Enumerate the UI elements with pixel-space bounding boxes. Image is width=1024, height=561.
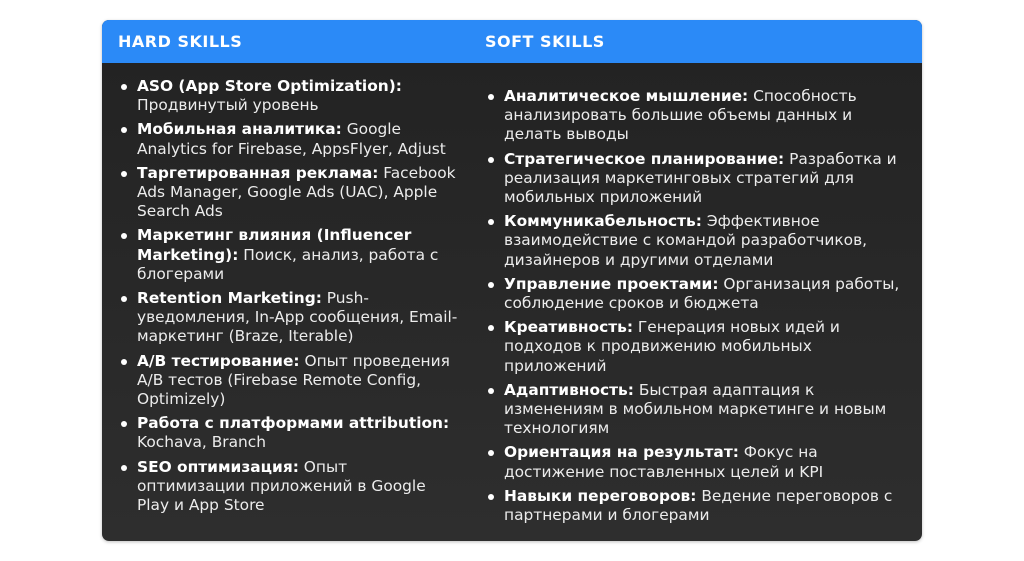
list-item — [485, 275, 905, 313]
skill-title: SEO оптимизация: — [137, 457, 299, 476]
bullet-icon — [121, 233, 127, 239]
skill-title: Стратегическое планирование: — [504, 149, 785, 168]
skill-text: Опыт проведения A/B тестов (Firebase Remote Config, Optimizely) — [137, 351, 450, 409]
skill-title: A/B тестирование: — [137, 351, 300, 370]
hard-skills-title: HARD SKILLS — [118, 32, 243, 51]
hard-skills-column — [118, 77, 458, 520]
soft-skills-title: SOFT SKILLS — [485, 32, 605, 51]
hard-skills-list — [118, 77, 458, 515]
skill-text: Поиск, анализ, работа с блогерами — [137, 245, 439, 283]
skill-title: Маркетинг влияния (Influencer Marketing): — [137, 226, 412, 264]
list-item — [485, 150, 905, 208]
skill-title: Работа с платформами attribution: — [137, 414, 450, 433]
bullet-icon — [488, 282, 494, 288]
bullet-icon — [121, 127, 127, 133]
skill-text: Способность анализировать большие объемы данных и делать выводы — [504, 87, 857, 144]
list-item — [485, 87, 905, 145]
skill-title: ASO (App Store Optimization): — [137, 77, 402, 95]
list-item — [485, 212, 905, 270]
list-item — [485, 381, 905, 439]
list-item — [118, 352, 458, 410]
skill-title: Мобильная аналитика: — [137, 120, 342, 139]
skill-text: Эффективное взаимодействие с командой разработчиков, дизайнеров и другими отделами — [504, 212, 868, 269]
skill-text: Kochava, Branch — [137, 433, 267, 452]
skills-header — [102, 20, 922, 63]
list-item — [118, 164, 458, 222]
skill-text: Google Analytics for Firebase, AppsFlyer, Adjust — [137, 120, 446, 158]
skill-text: Push-уведомления, In-App сообщения, Email-маркетинг (Braze, Iterable) — [137, 289, 458, 346]
soft-skills-column — [485, 87, 905, 530]
list-item — [118, 414, 458, 452]
bullet-icon — [121, 296, 127, 302]
bullet-icon — [488, 219, 494, 225]
skill-title: Креативность: — [504, 318, 634, 337]
skill-title: Ориентация на результат: — [504, 443, 739, 462]
bullet-icon — [488, 494, 494, 500]
skill-text: Быстрая адаптация к изменениям в мобильном маркетинге и новым технологиям — [504, 380, 887, 438]
skill-title: Аналитическое мышление: — [504, 87, 749, 105]
bullet-icon — [488, 94, 494, 100]
list-item — [118, 226, 458, 284]
list-item — [485, 443, 905, 481]
skill-text: Продвинутый уровень — [137, 96, 319, 115]
skills-card — [102, 20, 922, 541]
skill-title: Управление проектами: — [504, 274, 719, 293]
skill-title: Навыки переговоров: — [504, 486, 697, 505]
bullet-icon — [488, 325, 494, 331]
list-item — [485, 318, 905, 376]
bullet-icon — [121, 84, 127, 90]
bullet-icon — [488, 157, 494, 163]
list-item — [118, 77, 458, 115]
list-item — [118, 458, 458, 516]
bullet-icon — [121, 465, 127, 471]
skill-title: Retention Marketing: — [137, 289, 322, 308]
bullet-icon — [488, 450, 494, 456]
skill-text: Разработка и реализация маркетинговых стратегий для мобильных приложений — [504, 149, 897, 207]
bullet-icon — [121, 171, 127, 177]
skill-text: Генерация новых идей и подходов к продвижению мобильных приложений — [504, 318, 840, 375]
bullet-icon — [121, 421, 127, 427]
bullet-icon — [488, 388, 494, 394]
skill-text: Организация работы, соблюдение сроков и бюджета — [504, 274, 900, 313]
skill-title: Коммуникабельность: — [504, 212, 702, 231]
skill-title: Адаптивность: — [504, 380, 634, 399]
bullet-icon — [121, 359, 127, 365]
soft-skills-list — [485, 87, 905, 525]
skill-title: Таргетированная реклама: — [137, 163, 379, 182]
skill-text: Опыт оптимизации приложений в Google Play и App Store — [137, 457, 426, 515]
skill-text: Ведение переговоров с партнерами и блогерами — [504, 486, 893, 525]
list-item — [485, 487, 905, 525]
list-item — [118, 120, 458, 158]
list-item — [118, 289, 458, 347]
skill-text: Фокус на достижение поставленных целей и KPI — [504, 443, 824, 481]
skill-text: Facebook Ads Manager, Google Ads (UAC), Apple Search Ads — [137, 163, 456, 221]
